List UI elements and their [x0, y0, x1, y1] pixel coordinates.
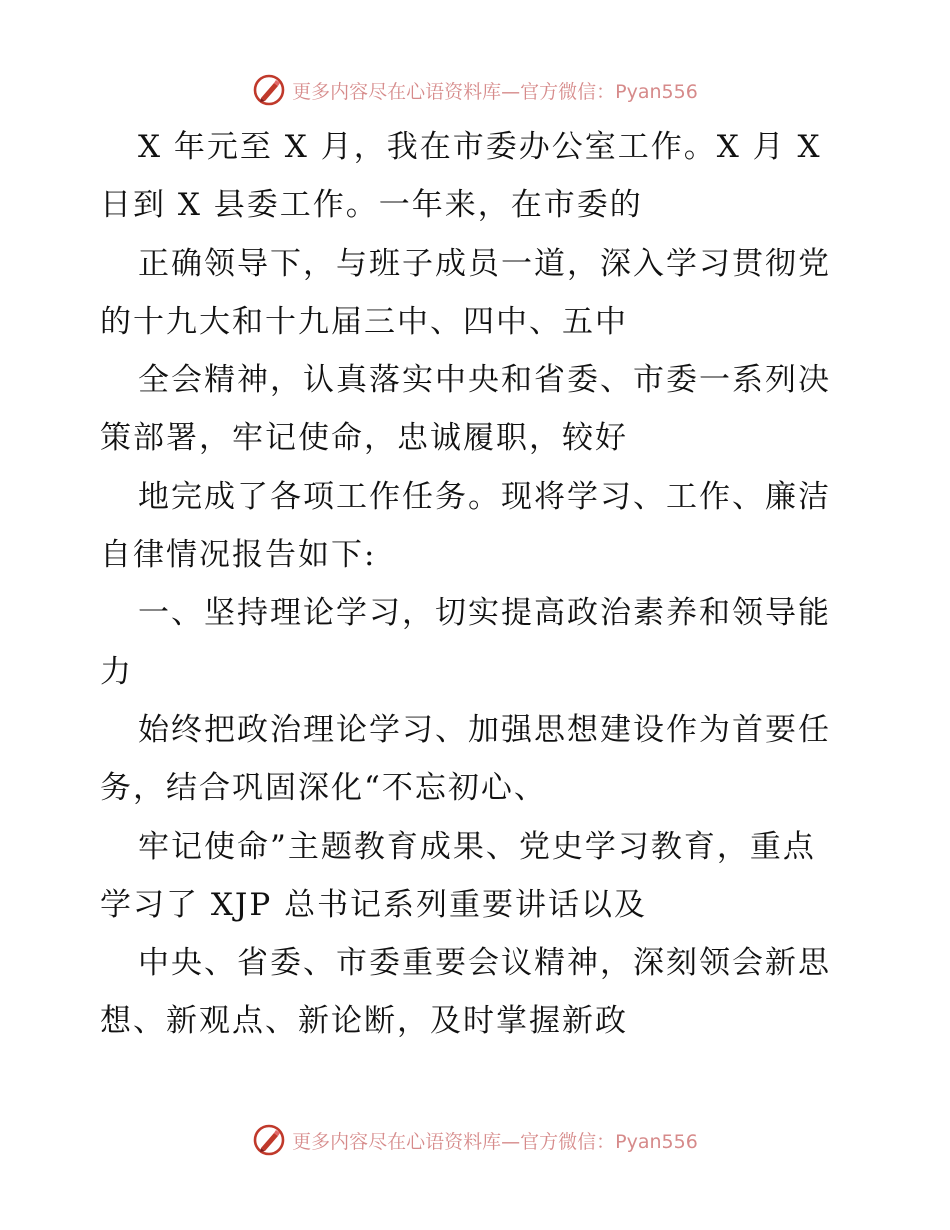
text-line: 自律情况报告如下:	[100, 537, 377, 574]
pen-logo-icon	[252, 73, 286, 107]
watermark-text: 更多内容尽在心语资料库—官方微信：Pyan556	[292, 80, 698, 103]
footer-watermark	[0, 1120, 950, 1160]
pen-logo-icon	[252, 1123, 286, 1157]
text-line: 正确领导下，与班子成员一道，深入学习贯彻党	[138, 245, 831, 282]
text-line: X 年元至 X 月，我在市委办公室工作。X 月 X	[138, 129, 822, 165]
text-line: 策部署，牢记使命，忠诚履职，较好	[100, 420, 628, 457]
text-line: 务，结合巩固深化“不忘初心、	[100, 770, 547, 807]
text-line: 的十九大和十九届三中、四中、五中	[100, 303, 628, 340]
text-line: 日到 X 县委工作。一年来，在市委的	[100, 187, 643, 224]
text-line: 想、新观点、新论断，及时掌握新政	[100, 1003, 628, 1040]
text-line: 牢记使命”主题教育成果、党史学习教育，重点	[138, 828, 816, 865]
document-body	[100, 118, 852, 1051]
text-line: 始终把政治理论学习、加强思想建设作为首要任	[138, 711, 831, 748]
watermark-text: 更多内容尽在心语资料库—官方微信：Pyan556	[292, 1130, 698, 1153]
text-line: 一、坚持理论学习，切实提高政治素养和领导能	[138, 595, 831, 632]
text-line: 力	[100, 653, 133, 690]
text-line: 学习了 XJP 总书记系列重要讲话以及	[100, 886, 648, 923]
text-line: 中央、省委、市委重要会议精神，深刻领会新思	[138, 945, 831, 982]
text-line: 全会精神，认真落实中央和省委、市委一系列决	[138, 362, 831, 399]
text-line: 地完成了各项工作任务。现将学习、工作、廉洁	[138, 478, 831, 515]
header-watermark	[0, 70, 950, 110]
